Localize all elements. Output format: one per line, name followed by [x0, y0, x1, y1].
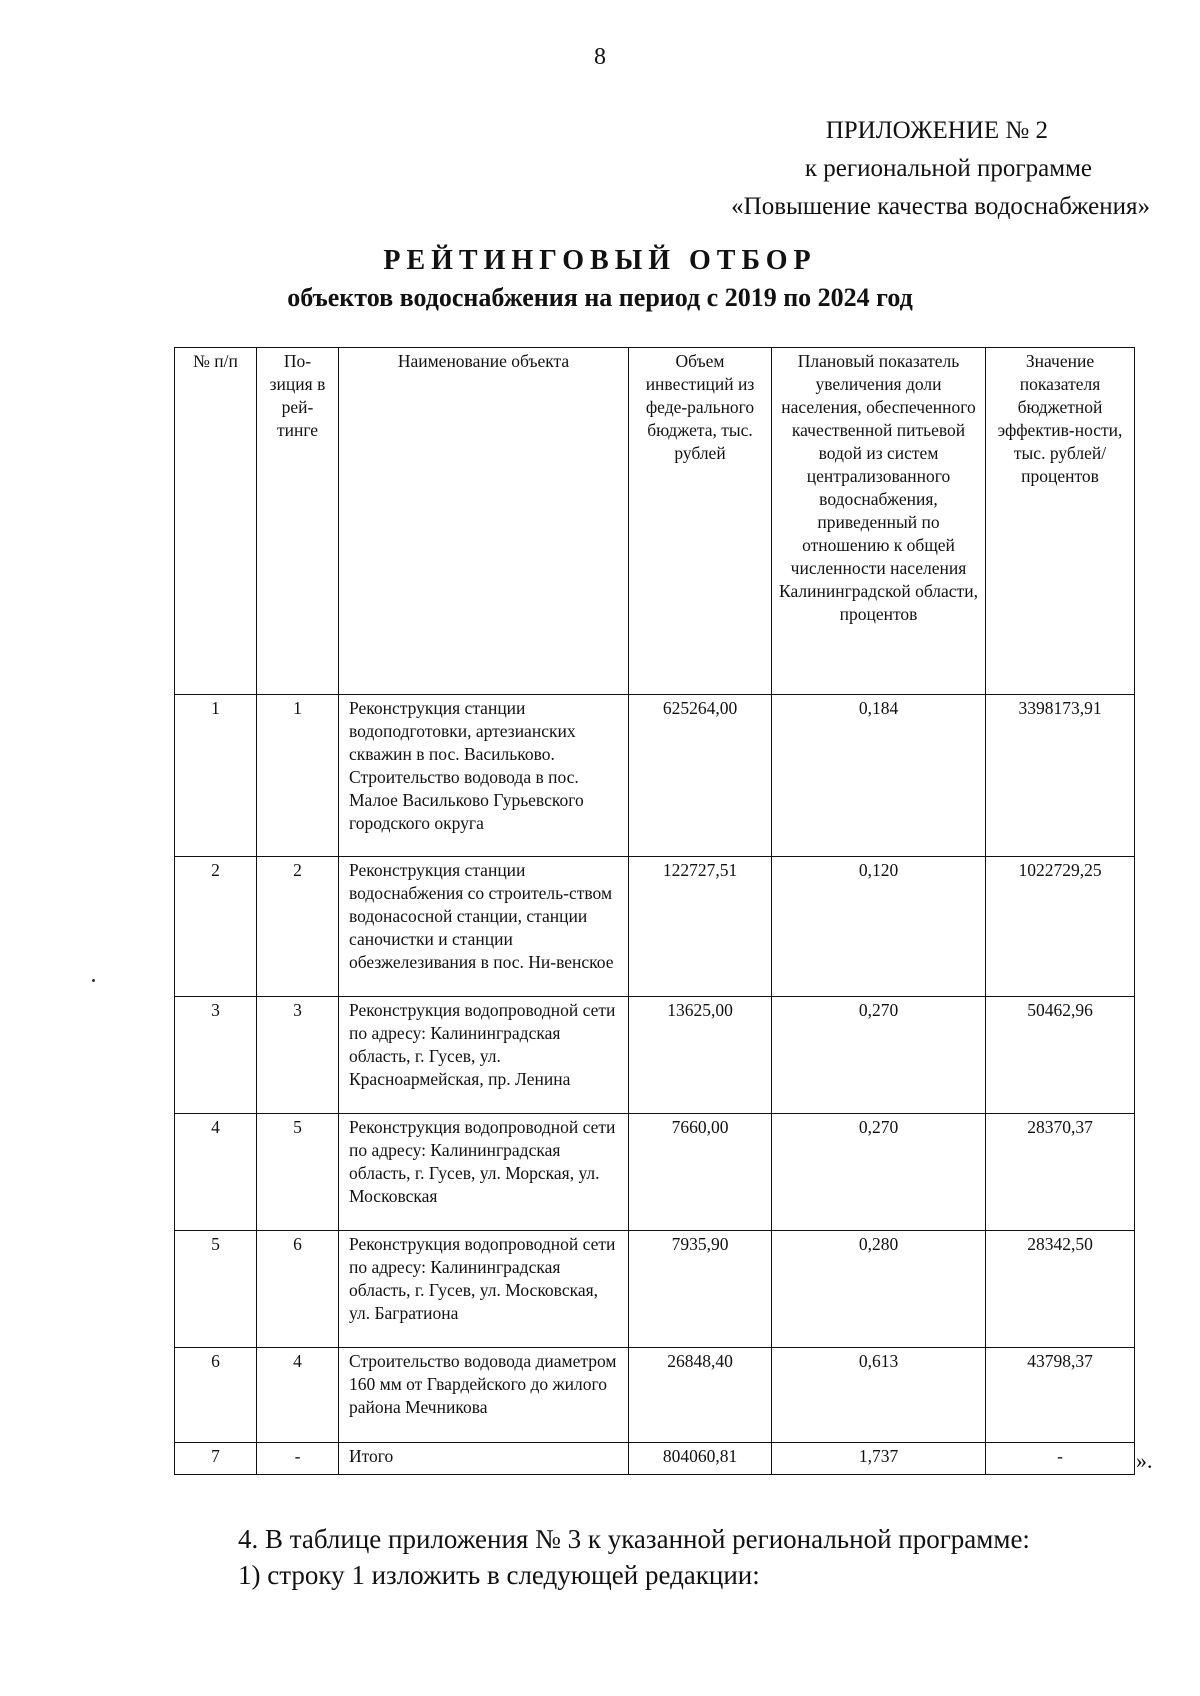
- cell-object-name: Реконструкция станции водоснабжения со строитель-ством водонасосной станции, станции саночистки и станции обезжелезивания в пос. Ни-венское: [339, 857, 629, 997]
- document-subtitle: объектов водоснабжения на период с 2019 по 2024 год: [287, 283, 913, 312]
- cell-planned-share: 0,613: [772, 1348, 986, 1443]
- amendment-paragraph: 4. В таблице приложения № 3 к указанной региональной программе:: [238, 1524, 1030, 1554]
- cell-efficiency: 43798,37: [986, 1348, 1135, 1443]
- cell-object-name: Реконструкция водопроводной сети по адресу: Калининградская область, г. Гусев, ул. Морская, ул. Московская: [339, 1114, 629, 1231]
- cell-position: -: [257, 1443, 339, 1475]
- cell-efficiency: 28370,37: [986, 1114, 1135, 1231]
- header-object-name: Наименование объекта: [339, 348, 629, 695]
- rating-table: [174, 347, 1135, 1475]
- cell-num: 6: [175, 1348, 257, 1443]
- table-row: [175, 1348, 1135, 1443]
- cell-num: 3: [175, 997, 257, 1114]
- cell-object-name: Реконструкция водопроводной сети по адресу: Калининградская область, г. Гусев, ул. Московская, ул. Багратиона: [339, 1231, 629, 1348]
- cell-object-name: Реконструкция станции водоподготовки, артезианских скважин в пос. Васильково. Строительство водовода в пос. Малое Васильково Гурьевского городского округа: [339, 695, 629, 857]
- cell-position: 4: [257, 1348, 339, 1443]
- cell-efficiency: -: [986, 1443, 1135, 1475]
- cell-investment: 7935,90: [629, 1231, 772, 1348]
- amendment-subparagraph: 1) строку 1 изложить в следующей редакции:: [238, 1560, 760, 1590]
- table-row: [175, 997, 1135, 1114]
- cell-object-name: Итого: [339, 1443, 629, 1475]
- cell-object-name: Строительство водовода диаметром 160 мм от Гвардейского до жилого района Мечникова: [339, 1348, 629, 1443]
- cell-planned-share: 0,184: [772, 695, 986, 857]
- appendix-reference: к региональной программе: [804, 155, 1092, 182]
- cell-efficiency: 28342,50: [986, 1231, 1135, 1348]
- cell-investment: 804060,81: [629, 1443, 772, 1475]
- header-planned-share: Плановый показатель увеличения доли населения, обеспеченного качественной питьевой водой из систем централизованного водоснабжения, приведенный по отношению к общей численности населения Калининградской области, процентов: [772, 348, 986, 695]
- cell-efficiency: 3398173,91: [986, 695, 1135, 857]
- cell-position: 5: [257, 1114, 339, 1231]
- cell-planned-share: 0,270: [772, 997, 986, 1114]
- header-investment: Объем инвестиций из феде-рального бюджета, тыс. рублей: [629, 348, 772, 695]
- table-row: [175, 695, 1135, 857]
- header-efficiency: Значение показателя бюджетной эффектив-ности, тыс. рублей/ процентов: [986, 348, 1135, 695]
- appendix-program-name: «Повышение качества водоснабжения»: [731, 193, 1150, 220]
- cell-planned-share: 1,737: [772, 1443, 986, 1475]
- cell-num: 1: [175, 695, 257, 857]
- appendix-heading: [640, 112, 1150, 226]
- cell-planned-share: 0,270: [772, 1114, 986, 1231]
- cell-investment: 26848,40: [629, 1348, 772, 1443]
- cell-planned-share: 0,120: [772, 857, 986, 997]
- page-number: 8: [594, 44, 606, 70]
- table-row: [175, 1231, 1135, 1348]
- cell-num: 7: [175, 1443, 257, 1475]
- cell-num: 4: [175, 1114, 257, 1231]
- cell-position: 2: [257, 857, 339, 997]
- cell-object-name: Реконструкция водопроводной сети по адресу: Калининградская область, г. Гусев, ул. Красноармейская, пр. Ленина: [339, 997, 629, 1114]
- document-title: РЕЙТИНГОВЫЙ ОТБОР: [383, 245, 817, 276]
- cell-num: 2: [175, 857, 257, 997]
- cell-position: 6: [257, 1231, 339, 1348]
- table-row: [175, 1114, 1135, 1231]
- cell-position: 3: [257, 997, 339, 1114]
- cell-position: 1: [257, 695, 339, 857]
- cell-investment: 13625,00: [629, 997, 772, 1114]
- cell-investment: 7660,00: [629, 1114, 772, 1231]
- appendix-number: ПРИЛОЖЕНИЕ № 2: [825, 117, 1048, 144]
- table-header-row: [175, 348, 1135, 695]
- cell-efficiency: 1022729,25: [986, 857, 1135, 997]
- scan-speck: [92, 979, 95, 982]
- cell-investment: 625264,00: [629, 695, 772, 857]
- header-position: По-зиция в рей-тинге: [257, 348, 339, 695]
- cell-efficiency: 50462,96: [986, 997, 1135, 1114]
- header-num: № п/п: [175, 348, 257, 695]
- table-total-row: [175, 1443, 1135, 1475]
- cell-planned-share: 0,280: [772, 1231, 986, 1348]
- cell-investment: 122727,51: [629, 857, 772, 997]
- cell-num: 5: [175, 1231, 257, 1348]
- table-row: [175, 857, 1135, 997]
- closing-quote: ».: [1136, 1448, 1153, 1473]
